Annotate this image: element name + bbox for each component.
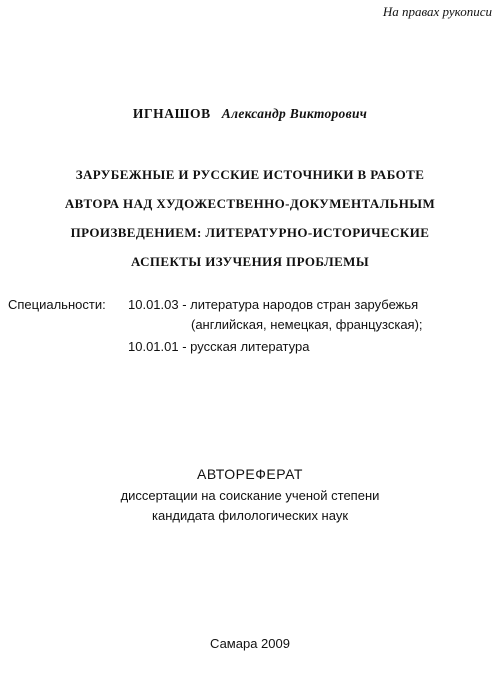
specialty-first-detail: (английская, немецкая, французская); [191, 317, 423, 332]
title-line: ЗАРУБЕЖНЫЕ И РУССКИЕ ИСТОЧНИКИ В РАБОТЕ [75, 167, 425, 182]
title-line: АВТОРА НАД ХУДОЖЕСТВЕННО-ДОКУМЕНТАЛЬНЫМ [64, 196, 436, 211]
title-line: АСПЕКТЫ ИЗУЧЕНИЯ ПРОБЛЕМЫ [130, 254, 370, 269]
dissertation-title [0, 160, 500, 276]
title-line: ПРОИЗВЕДЕНИЕМ: ЛИТЕРАТУРНО-ИСТОРИЧЕСКИЕ [70, 225, 430, 240]
specialty-first: 10.01.03 - литература народов стран зарубежья [128, 297, 419, 312]
degree-line-2: кандидата филологических наук [151, 508, 349, 523]
document-type: АВТОРЕФЕРАТ [197, 466, 303, 482]
author-given-names: Александр Викторович [221, 106, 368, 121]
rights-note: На правах рукописи [382, 4, 492, 19]
specialties-label: Специальности: [8, 297, 106, 312]
author-name [0, 106, 500, 122]
specialty-second: 10.01.01 - русская литература [128, 339, 310, 354]
degree-line-1: диссертации на соискание ученой степени [120, 488, 380, 503]
author-surname: ИГНАШОВ [132, 106, 211, 121]
city-year: Самара 2009 [210, 636, 290, 651]
